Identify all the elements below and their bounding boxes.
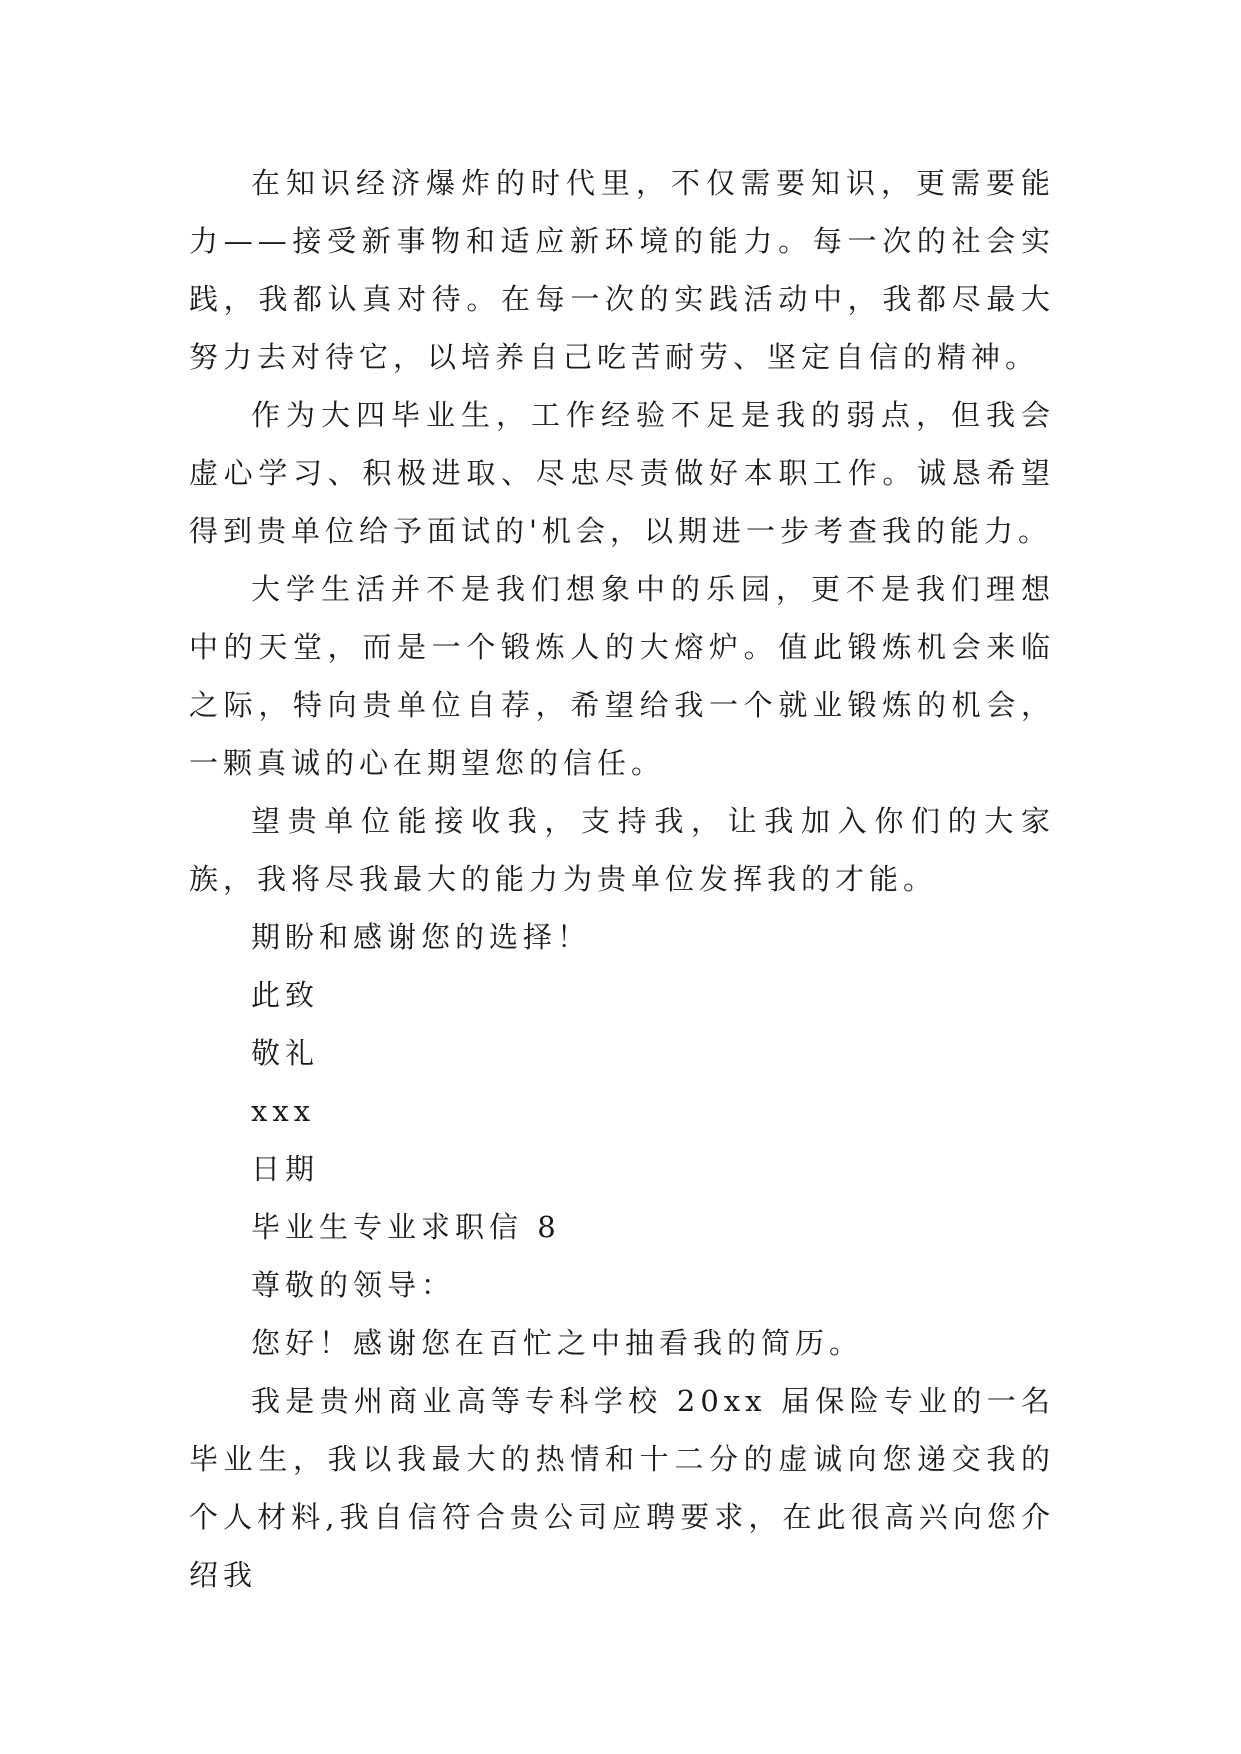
paragraph-introduction: 我是贵州商业高等专科学校 20xx 届保险专业的一名毕业生，我以我最大的热情和十二分的虚诚向您递交我的个人材料,我自信符合贵公司应聘要求，在此很高兴向您介绍我 <box>189 1384 1055 1592</box>
closing-regards: 敬礼 <box>251 1036 320 1070</box>
paragraph-ability: 在知识经济爆炸的时代里，不仅需要知识，更需要能力——接受新事物和适应新环境的能力。每一次的社会实践，我都认真对待。在每一次的实践活动中，我都尽最大努力去对待它，以培养自己吃苦耐劳、坚定自信的精神。 <box>189 166 1055 374</box>
signature-name: xxx <box>251 1094 316 1128</box>
paragraph-college-life: 大学生活并不是我们想象中的乐园，更不是我们理想中的天堂，而是一个锻炼人的大熔炉。值此锻炼机会来临之际，特向贵单位自荐，希望给我一个就业锻炼的机会，一颗真诚的心在期望您的信任。 <box>189 572 1055 780</box>
closing-thanks: 期盼和感谢您的选择！ <box>251 920 592 954</box>
section-heading: 毕业生专业求职信 8 <box>251 1210 561 1244</box>
greeting: 尊敬的领导： <box>251 1268 456 1302</box>
opening-line: 您好！感谢您在百忙之中抽看我的简历。 <box>251 1326 864 1360</box>
paragraph-senior-graduate: 作为大四毕业生，工作经验不足是我的弱点，但我会虚心学习、积极进取、尽忠尽责做好本职工作。诚恳希望得到贵单位给予面试的'机会，以期进一步考查我的能力。 <box>189 398 1055 548</box>
letter-body <box>189 154 1055 1604</box>
closing-salutation: 此致 <box>251 978 320 1012</box>
signature-date: 日期 <box>251 1152 320 1186</box>
paragraph-hope-accept: 望贵单位能接收我，支持我，让我加入你们的大家族，我将尽我最大的能力为贵单位发挥我的才能。 <box>189 804 1055 896</box>
